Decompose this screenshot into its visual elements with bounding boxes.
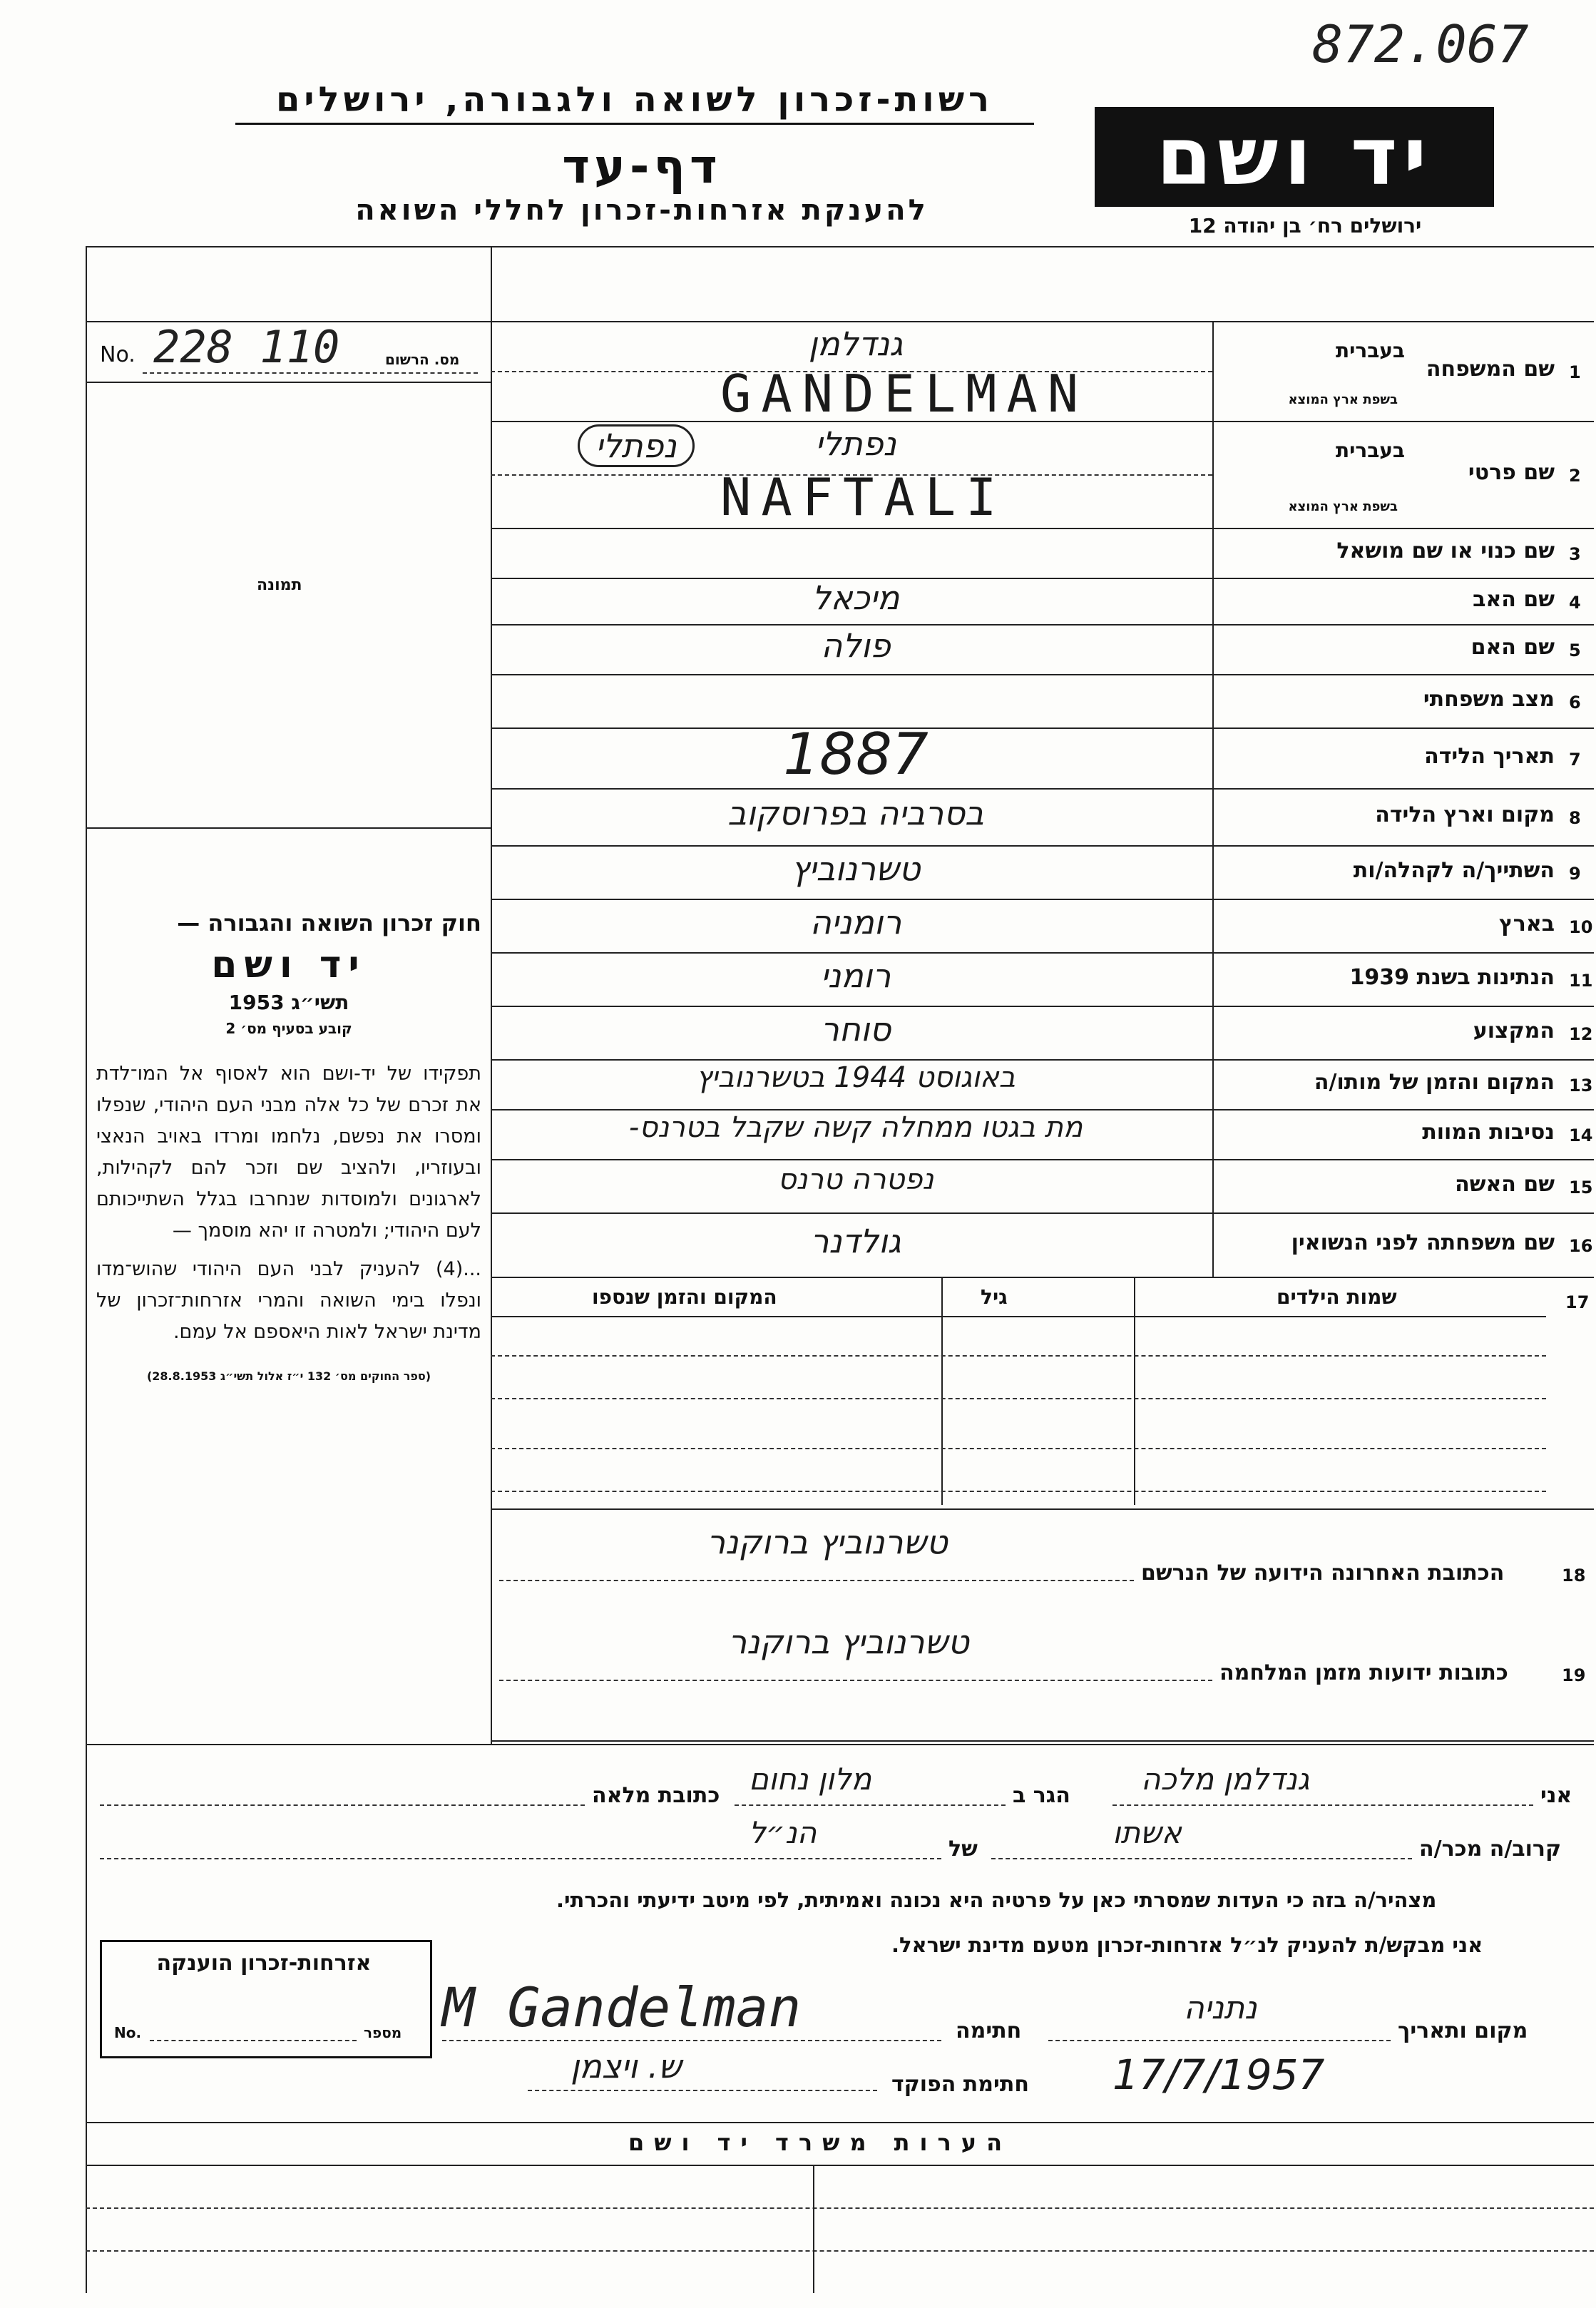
field-value: נפתלי [815, 424, 896, 463]
field-label: השתייך/ה לקהלה/ות [1353, 857, 1555, 883]
field-label: תאריך הלידה [1424, 743, 1555, 769]
children-col-names: שמות הילדים [1277, 1285, 1397, 1309]
field-value: 1887 [783, 720, 929, 787]
children-div-1 [1134, 1277, 1135, 1505]
place-date-line [1048, 2040, 1391, 2041]
field-value: באוגוסט 1944 בטשרנוביץ [696, 1061, 1016, 1094]
field-number: 8 [1569, 808, 1581, 828]
field-value: גולדנר [810, 1222, 901, 1260]
field19-num: 19 [1562, 1665, 1586, 1685]
field-number: 2 [1569, 466, 1581, 486]
children-row-1 [491, 1355, 1546, 1357]
field-sublabel-hebrew: בעברית [1335, 339, 1405, 362]
field-number: 6 [1569, 692, 1581, 713]
field-row-line [491, 674, 1594, 675]
field-row-line [491, 1159, 1594, 1160]
decl-of-value: הנ״ל [749, 1815, 817, 1850]
field-value-latin: NAFTALI [720, 467, 1007, 527]
signature-line [442, 2040, 941, 2041]
field-value: נפטרה טרנס [777, 1163, 934, 1196]
registration-underline [143, 372, 478, 374]
decl-resides: הגר ב [1013, 1783, 1070, 1808]
field-label: שם האשה [1455, 1171, 1555, 1197]
registration-heb-label: מס. הרשום [385, 351, 460, 368]
field-number: 3 [1569, 544, 1581, 564]
field19-label: כתובות ידועות מזמן המלחמה [1219, 1660, 1508, 1685]
field-row-line [491, 1109, 1594, 1110]
field-number: 9 [1569, 863, 1581, 884]
notes-divider [813, 2165, 814, 2293]
registration-no-label: No. [100, 342, 135, 367]
law-block [96, 909, 481, 1383]
field-value: מת בגטו ממחלה קשה שקבל בטרנס- [628, 1111, 1083, 1144]
place-date-label: מקום ותאריך [1398, 2018, 1528, 2043]
field19-value: טשרנוביץ ברוקנר [728, 1623, 969, 1661]
yad-vashem-logo: יד ושם [1095, 107, 1494, 207]
children-row-3 [491, 1448, 1546, 1449]
field-label: המקצוע [1473, 1018, 1555, 1043]
decl-place: מלון נחום [749, 1762, 872, 1797]
field-value-latin: GANDELMAN [720, 364, 1089, 424]
field-value: פולה [821, 626, 891, 665]
field-number: 4 [1569, 592, 1581, 613]
form-title: דף-עד [562, 139, 722, 194]
field-sublabel-origin: בשפת ארץ המוצא [1288, 392, 1398, 407]
field-number: 14 [1569, 1125, 1593, 1145]
officer-value: ש. ויצמן [571, 2047, 682, 2085]
law-paragraph-1: תפקידו של יד-ושם הוא לאסוף אל המו־לדת את זכרם של כל אלה מבני העם היהודי, שנפלו ומסרו את נפשם, נלחמו ומרדו באויב הנאצי ובעוזריו, ולהציב שם וזכר להם לקהילות, לארגונים ולמוסדות שנחרבו בגלל השתייכותם לעם היהודי; ולמטרה זו יהא מוסמך — [96, 1063, 481, 1242]
field-value: טשרנוביץ [791, 849, 921, 888]
decl-name: גנדלמן מלכה [1141, 1762, 1310, 1797]
archive-number: 872.067 [1312, 14, 1529, 74]
field-number: 5 [1569, 640, 1581, 660]
field-sublabel-hebrew: בעברית [1335, 439, 1405, 462]
field-value: סוחר [820, 1009, 891, 1048]
field-row-line [491, 528, 1594, 529]
field-row-line [491, 1059, 1594, 1061]
decl-address-line [100, 1804, 585, 1806]
notes-line-3 [86, 2250, 1594, 2252]
field-row-line [491, 1212, 1594, 1214]
registration-no-value: 228 110 [153, 321, 340, 373]
field-label: הנתינות בשנת 1939 [1349, 964, 1555, 990]
field-value: בסרביה בפרוסקוב [727, 794, 984, 832]
field18-num: 18 [1562, 1566, 1586, 1586]
children-div-2 [941, 1277, 943, 1505]
children-col-place: המקום והזמן שנספו [592, 1285, 777, 1309]
field-row-line [491, 952, 1594, 954]
field-row-line [491, 1006, 1594, 1007]
label-column-divider [1212, 321, 1214, 1277]
law-title: חוק זכרון השואה והגבורה — [177, 909, 481, 936]
field18-line [499, 1580, 1134, 1581]
frame-left [86, 246, 87, 2293]
logo-address: ירושלים רח׳ בן יהודה 12 [1188, 214, 1422, 238]
children-bottom [491, 1508, 1594, 1510]
decl-address: כתובת מלאה [592, 1783, 720, 1808]
children-col-age: גיל [981, 1285, 1008, 1309]
frame-top [86, 246, 1594, 247]
field-value: רומניה [809, 902, 902, 941]
field-number: 12 [1569, 1023, 1593, 1044]
photo-bottom [86, 827, 491, 829]
signature-value: M Gandelman [442, 1976, 802, 2039]
decl-of: של [948, 1837, 978, 1862]
field-row-line [491, 624, 1594, 625]
field-label: מקום וארץ הלידה [1375, 802, 1555, 827]
certificate-no: No. [114, 2024, 142, 2041]
field-row-line [491, 845, 1594, 847]
field-label: שם משפחתה לפני הנשואין [1291, 1230, 1555, 1255]
field-value: רומני [820, 956, 891, 995]
photo-label: תמונה [257, 576, 302, 594]
law-year: תשי״ג 1953 [228, 991, 349, 1014]
certificate-title: אזרחות-זכרון הוענקה [156, 1951, 372, 1976]
decl-request: אני מבקש/ת להעניק לנ״ל אזרחות-זכרון מטעם מדינת ישראל. [891, 1933, 1483, 1957]
decl-statement: מצהיר/ה בזה כי העדות שמסרתי כאן על פרטיה היא נכונה ואמיתית, לפי מיטב ידיעתי והכרתי. [556, 1888, 1437, 1912]
law-name: יד ושם [211, 944, 367, 986]
office-notes-label: הערות משרד יד ושם [628, 2129, 1013, 2156]
notes-line-1 [86, 2165, 1594, 2166]
field-number: 15 [1569, 1177, 1593, 1198]
certificate-heb-no: מספר [364, 2024, 402, 2041]
field-number: 16 [1569, 1236, 1593, 1256]
children-header-line [491, 1316, 1546, 1317]
decl-of-line [100, 1858, 941, 1859]
field19-line [499, 1680, 1212, 1681]
field-row-line [491, 899, 1594, 900]
decl-place-line [735, 1804, 1006, 1806]
notes-top [86, 2122, 1594, 2123]
authority-title: רשות-זכרון לשואה ולגבורה, ירושלים [235, 80, 1034, 125]
date-value: 17/7/1957 [1112, 2051, 1325, 2099]
field-sublabel-origin: בשפת ארץ המוצא [1288, 499, 1398, 514]
certificate-no-line [150, 2040, 357, 2041]
field-label: המקום והזמן של מותו/ה [1314, 1070, 1555, 1095]
law-reference: (ספר החוקים מס׳ 132 י״ז אלול תשי״ג 28.8.1953) [146, 1369, 431, 1383]
field-number: 1 [1569, 362, 1581, 382]
law-clause: קובע בסעיף מס׳ 2 [225, 1020, 352, 1037]
notes-line-2 [86, 2207, 1594, 2209]
field18-label: הכתובת האחרונה הידועה של הנרשם [1141, 1561, 1505, 1586]
law-paragraph-2: ...(4) להעניק לבני העם היהודי שהוש־מדו ונפלו בימי השואה והמרי אזרחות־זכרון של מדינת ישראל לאות היאספם אל עמם. [96, 1258, 481, 1343]
field-row-line [491, 788, 1594, 790]
decl-ani: אני [1540, 1783, 1572, 1808]
decl-relative-value: אשתו [1112, 1815, 1182, 1850]
field-label: שם האב [1473, 586, 1555, 612]
officer-label: חתימת הפוקד [891, 2072, 1029, 2097]
children-top [491, 1277, 1594, 1278]
field-number: 11 [1569, 970, 1593, 991]
field-label: שם המשפחה [1426, 357, 1555, 382]
decl-relative-line [991, 1858, 1412, 1859]
field-label: בארץ [1498, 911, 1555, 936]
field-label: שם האם [1470, 635, 1555, 660]
field-number: 13 [1569, 1076, 1593, 1096]
children-row-4 [491, 1491, 1546, 1492]
place-value: נתניה [1184, 1990, 1257, 2026]
field-value: מיכאל [812, 578, 900, 617]
officer-line [528, 2090, 877, 2091]
signature-label: חתימה [956, 2018, 1022, 2043]
form-subtitle: להענקת אזרחות-זכרון לחללי השואה [355, 194, 929, 227]
field-value-circled: נפתלי [578, 424, 695, 467]
decl-relative: קרוב/ה מכר/ה [1419, 1837, 1562, 1862]
field-number: 7 [1569, 749, 1581, 770]
field-number: 10 [1569, 916, 1593, 937]
children-num: 17 [1565, 1292, 1590, 1312]
field-label: מצב משפחתי [1423, 686, 1555, 712]
field-label: נסיבות המוות [1422, 1120, 1555, 1145]
field18-value: טשרנוביץ ברוקנר [707, 1523, 948, 1561]
left-column-divider [491, 246, 492, 1744]
section-bottom [491, 1740, 1594, 1742]
field-value: גנדלמן [808, 325, 904, 363]
field-label: שם כנוי או שם מושאל [1336, 538, 1555, 563]
declaration-top [86, 1744, 1594, 1745]
registration-bottom [86, 382, 491, 383]
children-row-2 [491, 1398, 1546, 1399]
decl-name-line [1112, 1804, 1533, 1806]
field-label: שם פרטי [1468, 460, 1555, 485]
